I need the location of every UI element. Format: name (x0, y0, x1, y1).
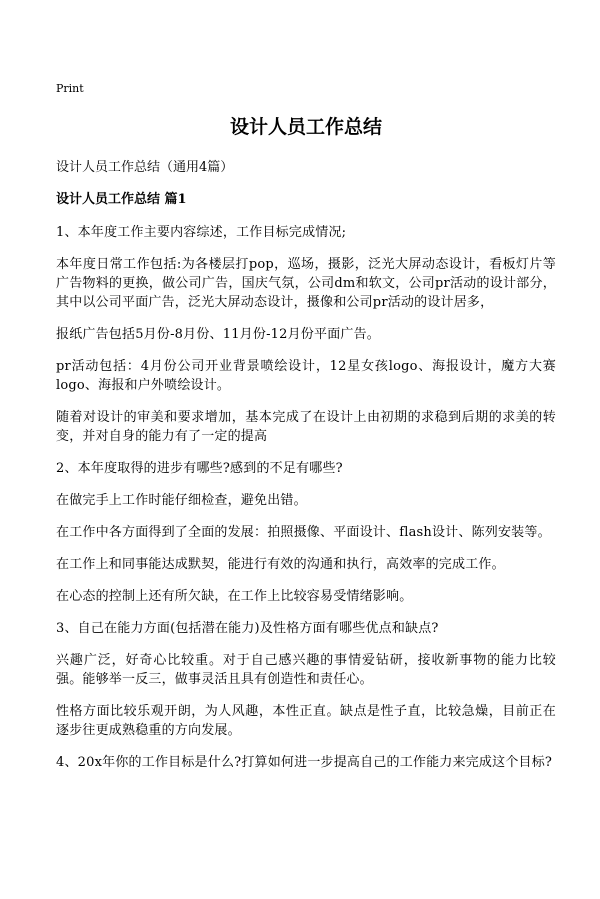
document-page (56, 82, 556, 785)
document-title: 设计人员工作总结 (229, 116, 382, 138)
paragraph-9: 在工作上和同事能达成默契，能进行有效的沟通和执行，高效率的完成工作。 (56, 557, 505, 572)
paragraph-7: 在做完手上工作时能仔细检查，避免出错。 (56, 493, 307, 508)
document-subtitle: 设计人员工作总结（通用4篇） (56, 160, 234, 175)
paragraph-10: 在心态的控制上还有所欠缺，在工作上比较容易受情绪影响。 (56, 589, 413, 604)
paragraph-8: 在工作中各方面得到了全面的发展：拍照摄像、平面设计、flash设计、陈列安装等。 (56, 525, 551, 540)
paragraph-6: 2、本年度取得的进步有哪些?感到的不足有哪些? (56, 461, 343, 476)
paragraph-11: 3、自己在能力方面(包括潜在能力)及性格方面有哪些优点和缺点? (56, 621, 439, 636)
paragraph-13: 性格方面比较乐观开朗，为人风趣，本性正直。缺点是性子直，比较急燥，目前正在逐步往更成熟稳重的方向发展。 (56, 704, 556, 738)
paragraph-1: 1、本年度工作主要内容综述，工作目标完成情况; (56, 225, 347, 240)
paragraph-4: pr活动包括：4月份公司开业背景喷绘设计，12星女孩logo、海报设计，魔方大赛logo、海报和户外喷绘设计。 (56, 359, 556, 393)
section-heading: 设计人员工作总结 篇1 (56, 192, 187, 207)
paragraph-3: 报纸广告包括5月份-8月份、11月份-12月份平面广告。 (56, 327, 381, 342)
print-label: Print (56, 82, 84, 95)
paragraph-2: 本年度日常工作包括:为各楼层打pop，巡场，摄影，泛光大屏动态设计，看板灯片等广告物料的更换，做公司广告，国庆气氛，公司dm和软文，公司pr活动的设计部分，其中以公司平面广告，泛光大屏动态设计，摄像和公司pr活动的设计居多， (56, 257, 556, 310)
paragraph-12: 兴趣广泛，好奇心比较重。对于自己感兴趣的事情爱钻研，接收新事物的能力比较强。能够举一反三，做事灵活且具有创造性和责任心。 (56, 653, 556, 687)
paragraph-5: 随着对设计的审美和要求增加，基本完成了在设计上由初期的求稳到后期的求美的转变，并对自身的能力有了一定的提高 (56, 410, 556, 444)
paragraph-14: 4、20x年你的工作目标是什么?打算如何进一步提高自己的工作能力来完成这个目标? (56, 755, 553, 770)
